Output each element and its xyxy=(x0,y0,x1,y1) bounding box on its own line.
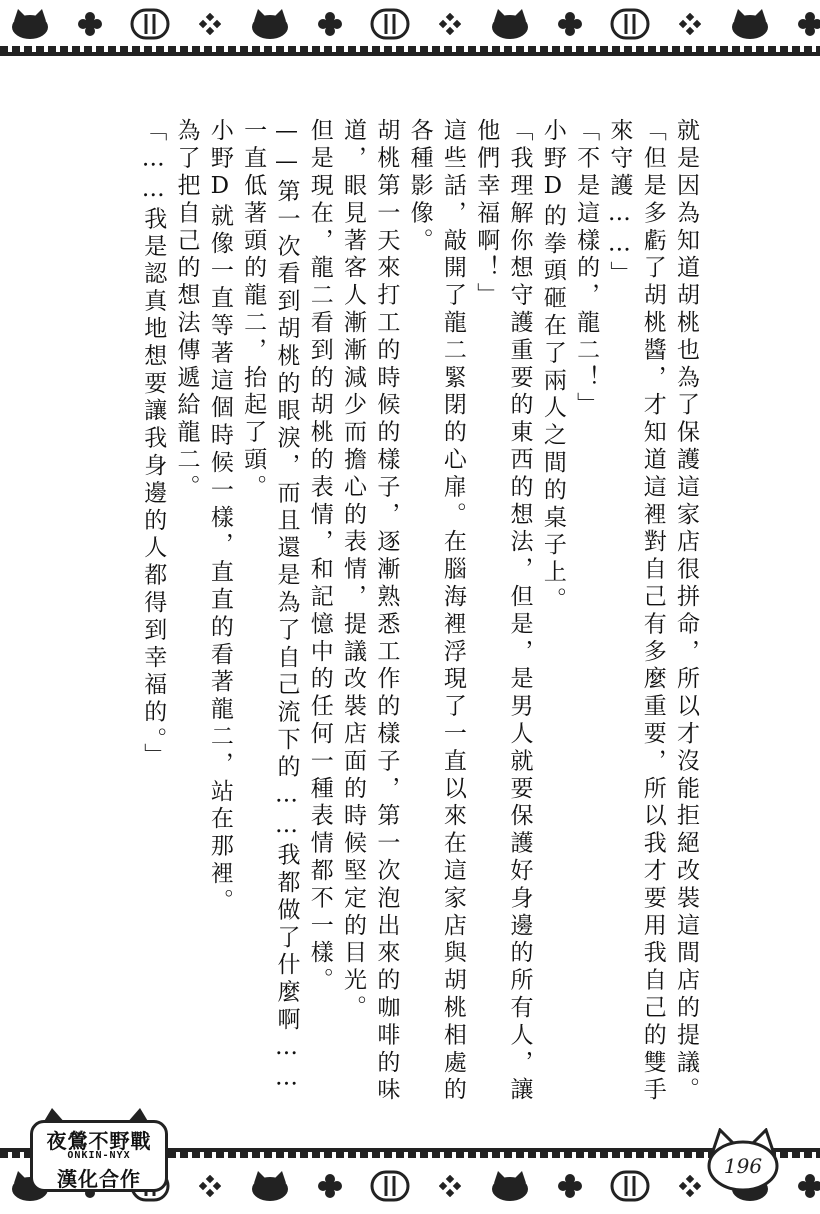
ring-icon xyxy=(360,1168,420,1204)
text-column: 「……我是認真地想要讓我身邊的人都得到幸福的。」 xyxy=(140,118,167,771)
text-column: 但是現在，龍二看到的胡桃的表情，和記憶中的任何一種表情都不一樣。 xyxy=(306,118,333,995)
text-column: 就是因為知道胡桃也為了保護這家店很拼命，所以才沒能拒絕改裝這間店的提議。 xyxy=(673,118,699,1105)
cross-icon xyxy=(300,6,360,42)
cross-icon xyxy=(780,1168,820,1204)
cross-icon xyxy=(60,6,120,42)
ring-icon xyxy=(600,1168,660,1204)
cross-icon xyxy=(540,1168,600,1204)
diamond-icon xyxy=(180,6,240,42)
cat-icon xyxy=(480,6,540,42)
text-column: 「但是多虧了胡桃醬，才知道這裡對自己有多麼重要，所以我才要用我自己的雙手 xyxy=(639,118,666,1105)
logo-title: 夜鶯不野戰 xyxy=(46,1129,152,1153)
diamond-icon xyxy=(180,1168,240,1204)
text-column: 來守護……」 xyxy=(606,118,633,289)
text-column: 他們幸福啊！」 xyxy=(473,118,500,310)
cross-icon xyxy=(540,6,600,42)
page-number-badge xyxy=(706,1128,780,1192)
text-column: 小野D的拳頭砸在了兩人之間的桌子上。 xyxy=(539,118,566,615)
text-column: 這些話，敲開了龍二緊閉的心扉。在腦海裡浮現了一直以來在這家店與胡桃相處的 xyxy=(439,118,466,1105)
text-column: 小野D就像一直等著這個時候一樣，直直的看著龍二，站在那裡。 xyxy=(206,118,233,916)
page-number: 196 xyxy=(723,1154,763,1178)
text-column: 「不是這樣的，龍二！」 xyxy=(573,118,600,420)
cross-icon xyxy=(780,6,820,42)
ring-icon xyxy=(600,6,660,42)
text-column: ——第一次看到胡桃的眼淚，而且還是為了自己流下的……我都做了什麼啊…… xyxy=(273,118,300,1095)
cat-icon xyxy=(720,6,780,42)
text-column: 各種影像。 xyxy=(406,118,433,255)
diamond-icon xyxy=(420,1168,480,1204)
diamond-icon xyxy=(420,6,480,42)
diamond-icon xyxy=(660,6,720,42)
text-column: 胡桃第一天來打工的時候的樣子，逐漸熟悉工作的樣子，第一次泡出來的咖啡的味 xyxy=(373,118,400,1105)
cross-icon xyxy=(300,1168,360,1204)
text-column: 為了把自己的想法傳遞給龍二。 xyxy=(173,118,200,502)
logo-plate xyxy=(30,1120,168,1192)
ring-icon xyxy=(120,6,180,42)
top-border-motifs xyxy=(0,6,820,42)
text-column: 一直低著頭的龍二，抬起了頭。 xyxy=(240,118,267,502)
ring-icon xyxy=(360,6,420,42)
cat-icon xyxy=(480,1168,540,1204)
cat-icon xyxy=(0,6,60,42)
cat-icon xyxy=(240,6,300,42)
story-text xyxy=(132,118,702,1108)
top-border-stripe xyxy=(0,46,820,52)
logo-subtitle: ONKIN-NYX xyxy=(67,1150,131,1161)
top-border xyxy=(0,0,820,56)
group-logo xyxy=(22,1108,170,1194)
cat-icon xyxy=(240,1168,300,1204)
logo-caption: 漢化合作 xyxy=(57,1167,141,1191)
text-column: 「我理解你想守護重要的東西的想法，但是，是男人就要保護好身邊的所有人，讓 xyxy=(506,118,533,1105)
text-column: 道，眼見著客人漸漸減少而擔心的表情，提議改裝店面的時候堅定的目光。 xyxy=(340,118,367,1023)
